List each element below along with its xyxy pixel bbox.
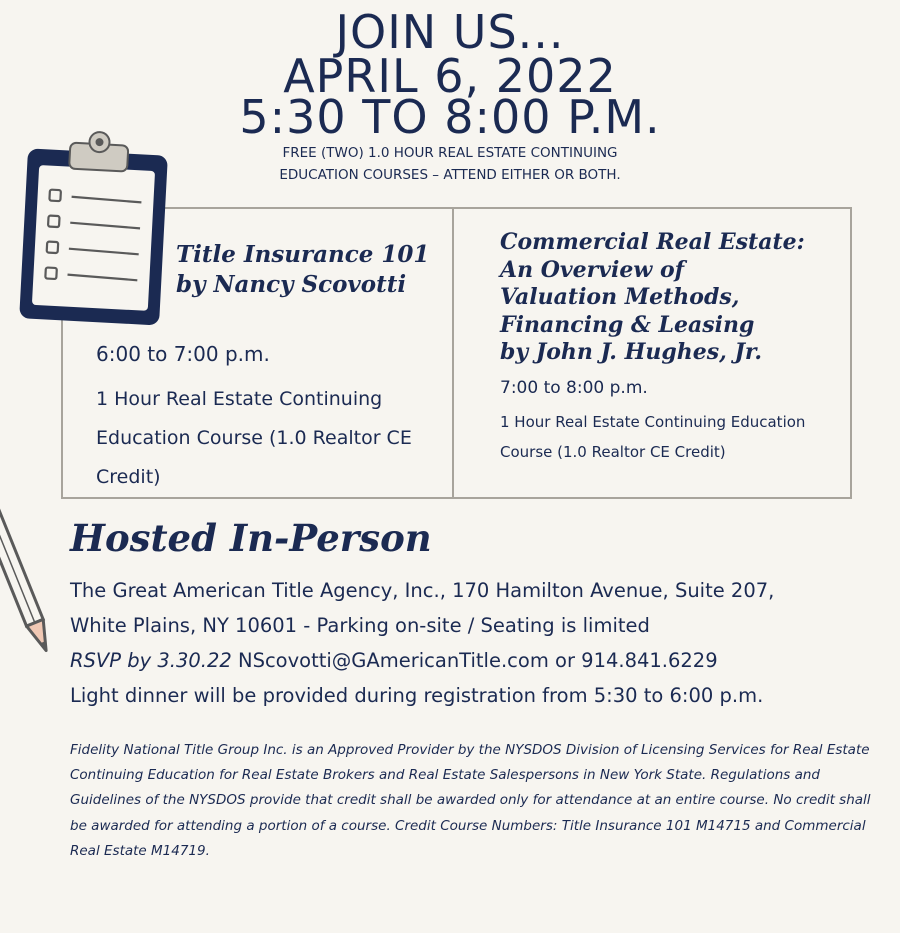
courses-divider: [452, 207, 454, 499]
dinner-note: Light dinner will be provided during registration from 5:30 to 6:00 p.m.: [70, 684, 764, 707]
rsvp-contact[interactable]: NScovotti@GAmericanTitle.com or 914.841.6229: [231, 649, 718, 672]
subheading-line-1: FREE (TWO) 1.0 HOUR REAL ESTATE CONTINUING: [282, 145, 618, 161]
headline-join-us: JOIN US...: [335, 5, 565, 59]
course-2-title-line: Valuation Methods,: [500, 284, 740, 310]
clipboard-checklist-icon: [14, 128, 176, 328]
course-1-title-line: Title Insurance 101: [176, 241, 430, 268]
pencil-icon: [0, 455, 60, 665]
course-2-title: [500, 229, 840, 367]
course-2-presenter: by John J. Hughes, Jr.: [500, 339, 763, 365]
course-1-time: 6:00 to 7:00 p.m.: [96, 342, 270, 366]
course-2-description: 1 Hour Real Estate Continuing Education Course (1.0 Realtor CE Credit): [500, 413, 806, 461]
subheading-line-2: EDUCATION COURSES – ATTEND EITHER OR BOTH.: [279, 167, 621, 183]
course-2-title-line: Financing & Leasing: [500, 311, 755, 338]
venue-address-line-2: White Plains, NY 10601 - Parking on-site / Seating is limited: [70, 614, 650, 637]
course-2-title-line: Commercial Real Estate:: [500, 229, 805, 255]
headline-time: 5:30 TO 8:00 P.M.: [239, 90, 661, 144]
course-1-description: 1 Hour Real Estate Continuing Education Course (1.0 Realtor CE Credit): [96, 388, 412, 488]
course-2-time: 7:00 to 8:00 p.m.: [500, 378, 648, 398]
rsvp-line: [70, 643, 870, 678]
disclaimer: Fidelity National Title Group Inc. is an Approved Provider by the NYSDOS Division of Licensing Services for Real Estate Continuing Education for Real Estate Brokers and Real Estate Salespersons in New York State. Regulations and Guidelines of the NYSDOS provide that credit shall be awarded only for attendance at an entire course. No credit shall be awarded for attending a portion of a course. Credit Course Numbers: Title Insurance 101 M14715 and Commercial Real Estate M14719.: [70, 742, 871, 859]
venue-address-line-1: The Great American Title Agency, Inc., 170 Hamilton Avenue, Suite 207,: [70, 579, 775, 602]
course-2-title-line: An Overview of: [500, 256, 685, 283]
course-1-presenter: by Nancy Scovotti: [176, 271, 407, 298]
course-1-title: [176, 240, 446, 300]
rsvp-label: RSVP by 3.30.22: [70, 649, 232, 672]
headline-date: APRIL 6, 2022: [283, 49, 617, 103]
venue-details: [70, 573, 870, 713]
hosted-heading: Hosted In-Person: [70, 516, 432, 560]
